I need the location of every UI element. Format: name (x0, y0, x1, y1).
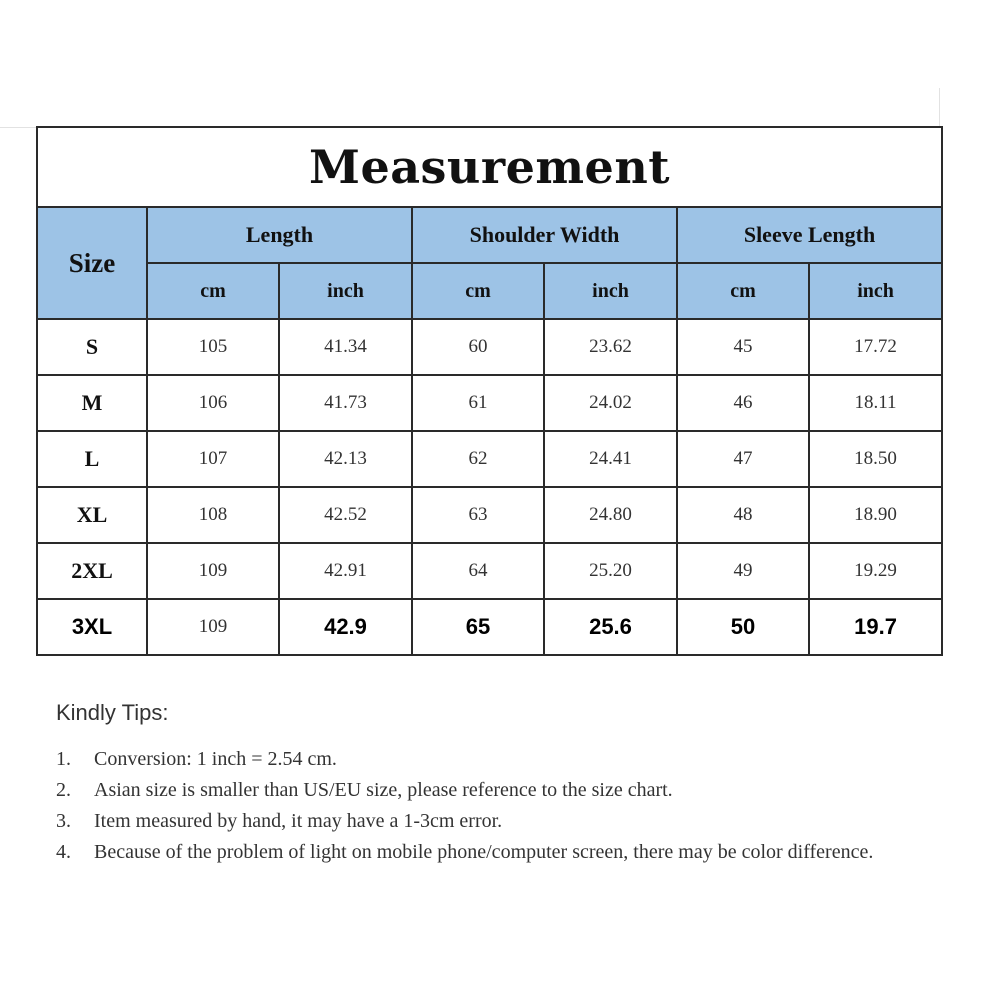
tips-section (56, 700, 956, 868)
size-cell: S (37, 319, 147, 375)
size-cell: 3XL (37, 599, 147, 655)
value-cell: 105 (147, 319, 279, 375)
value-cell: 24.41 (544, 431, 677, 487)
value-cell: 45 (677, 319, 809, 375)
unit-header: inch (544, 263, 677, 319)
value-cell: 108 (147, 487, 279, 543)
value-cell: 49 (677, 543, 809, 599)
value-cell: 25.20 (544, 543, 677, 599)
size-cell: XL (37, 487, 147, 543)
value-cell: 24.80 (544, 487, 677, 543)
table-row (37, 487, 942, 543)
value-cell: 63 (412, 487, 544, 543)
value-cell: 25.6 (544, 599, 677, 655)
group-header-shoulder-width: Shoulder Width (412, 207, 677, 263)
value-cell: 106 (147, 375, 279, 431)
tips-list (56, 744, 956, 868)
value-cell: 42.91 (279, 543, 412, 599)
size-cell: M (37, 375, 147, 431)
value-cell: 23.62 (544, 319, 677, 375)
size-column-header: Size (37, 207, 147, 319)
tip-item (56, 837, 956, 868)
tip-text: Asian size is smaller than US/EU size, please reference to the size chart. (94, 779, 673, 801)
value-cell: 60 (412, 319, 544, 375)
size-chart-table (36, 126, 943, 656)
value-cell: 42.9 (279, 599, 412, 655)
value-cell: 18.50 (809, 431, 942, 487)
table-row (37, 431, 942, 487)
decorative-rule-horizontal (0, 127, 36, 128)
value-cell: 41.73 (279, 375, 412, 431)
value-cell: 61 (412, 375, 544, 431)
decorative-rule-vertical (939, 88, 940, 128)
value-cell: 17.72 (809, 319, 942, 375)
table-row (37, 375, 942, 431)
value-cell: 109 (147, 543, 279, 599)
value-cell: 42.13 (279, 431, 412, 487)
tips-title: Kindly Tips: (56, 700, 169, 725)
tip-number: 2. (56, 779, 71, 801)
value-cell: 41.34 (279, 319, 412, 375)
value-cell: 19.29 (809, 543, 942, 599)
size-cell: L (37, 431, 147, 487)
value-cell: 42.52 (279, 487, 412, 543)
tip-text: Because of the problem of light on mobile phone/computer screen, there may be color difference. (94, 841, 874, 863)
table-row (37, 599, 942, 655)
group-header-length: Length (147, 207, 412, 263)
value-cell: 46 (677, 375, 809, 431)
unit-header: inch (809, 263, 942, 319)
value-cell: 109 (147, 599, 279, 655)
size-cell: 2XL (37, 543, 147, 599)
group-header-sleeve-length: Sleeve Length (677, 207, 942, 263)
value-cell: 47 (677, 431, 809, 487)
tip-text: Item measured by hand, it may have a 1-3cm error. (94, 810, 503, 832)
value-cell: 18.90 (809, 487, 942, 543)
value-cell: 24.02 (544, 375, 677, 431)
value-cell: 65 (412, 599, 544, 655)
value-cell: 19.7 (809, 599, 942, 655)
tip-text: Conversion: 1 inch = 2.54 cm. (94, 748, 337, 770)
table-row (37, 543, 942, 599)
tip-item (56, 775, 956, 806)
table-row (37, 319, 942, 375)
unit-header: cm (677, 263, 809, 319)
tip-item (56, 806, 956, 837)
value-cell: 50 (677, 599, 809, 655)
tip-number: 4. (56, 841, 71, 863)
value-cell: 62 (412, 431, 544, 487)
tip-item (56, 744, 956, 775)
tip-number: 3. (56, 810, 71, 832)
value-cell: 48 (677, 487, 809, 543)
value-cell: 107 (147, 431, 279, 487)
tip-number: 1. (56, 748, 71, 770)
unit-header: inch (279, 263, 412, 319)
unit-header: cm (147, 263, 279, 319)
value-cell: 64 (412, 543, 544, 599)
unit-header: cm (412, 263, 544, 319)
value-cell: 18.11 (809, 375, 942, 431)
table-title: Measurement (37, 127, 942, 207)
